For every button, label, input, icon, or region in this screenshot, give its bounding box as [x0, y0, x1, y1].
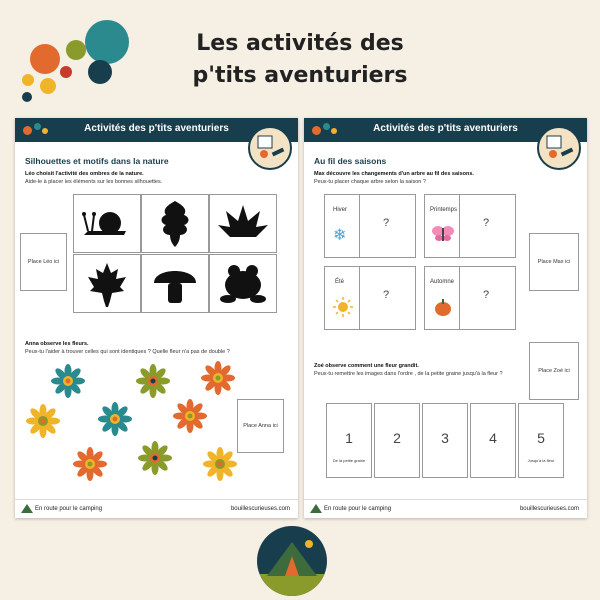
placeholder: ? — [483, 217, 490, 229]
section-title: Silhouettes et motifs dans la nature — [25, 156, 169, 166]
title-line-1: Les activités des — [196, 31, 404, 56]
instruction-bold: Anna observe les fleurs. — [25, 341, 89, 347]
growth-step-card[interactable] — [470, 403, 516, 478]
dot — [22, 92, 32, 102]
footer — [15, 499, 298, 518]
step-number: 4 — [489, 430, 497, 446]
dot — [22, 74, 34, 86]
place-max-slot[interactable] — [529, 233, 579, 291]
season-label: Automne — [430, 279, 455, 285]
dot — [60, 66, 72, 78]
step-number: 2 — [393, 430, 401, 446]
divider — [359, 195, 360, 257]
instruction — [314, 362, 419, 370]
banner-title: Activités des p'tits aventuriers — [373, 123, 518, 134]
instruction — [314, 170, 474, 178]
place-leo-slot[interactable] — [20, 233, 67, 291]
season-card-winter[interactable] — [324, 194, 416, 258]
mushroom-silhouette-icon[interactable] — [141, 254, 209, 313]
place-zoe-slot[interactable] — [529, 342, 579, 400]
season-label: Été — [335, 279, 345, 285]
explorer-badge-icon — [537, 126, 581, 170]
maple-leaf-silhouette-icon[interactable] — [73, 254, 141, 313]
season-card-autumn[interactable] — [424, 266, 516, 330]
pumpkin-icon — [433, 297, 453, 317]
butterfly-icon — [431, 225, 455, 243]
worksheet-page-2 — [304, 118, 587, 518]
season-card-spring[interactable] — [424, 194, 516, 258]
placeholder: ? — [483, 289, 490, 301]
explorer-badge-icon — [248, 126, 292, 170]
place-label: Place Anna ici — [243, 423, 278, 429]
tent-icon — [310, 504, 322, 513]
growth-step-card[interactable] — [374, 403, 420, 478]
footer-left: En route pour le camping — [35, 506, 103, 512]
tent-icon — [21, 504, 33, 513]
divider — [459, 195, 460, 257]
step-number: 1 — [345, 430, 353, 446]
instruction — [25, 340, 89, 348]
place-label: Place Zoé ici — [538, 368, 570, 374]
season-label: Printemps — [430, 207, 458, 213]
footer — [304, 499, 587, 518]
divider — [359, 267, 360, 329]
step-number: 5 — [537, 430, 545, 446]
place-anna-slot[interactable] — [237, 399, 284, 453]
growth-step-card[interactable] — [422, 403, 468, 478]
snowflake-icon: ❄ — [333, 227, 347, 244]
footer-right: bouillescurieuses.com — [519, 506, 579, 512]
growth-step-card[interactable] — [326, 403, 372, 478]
divider — [459, 267, 460, 329]
instruction-text: Peux-tu remettre les images dans l'ordre , de la petite graine jusqu'à la fleur ? — [314, 371, 503, 377]
step-caption: De la petite graine — [332, 458, 366, 463]
place-label: Place Max ici — [537, 259, 571, 265]
flowers-illustration[interactable] — [15, 356, 240, 496]
snail-silhouette-icon[interactable] — [73, 194, 141, 253]
season-label: Hiver — [333, 207, 348, 213]
footer-left: En route pour le camping — [324, 506, 392, 512]
instruction-text: Peux-tu placer chaque arbre selon la saison ? — [314, 179, 426, 185]
footer-right: bouillescurieuses.com — [230, 506, 290, 512]
instruction-text: Peux-tu l'aider à trouver celles qui sont identiques ? Quelle fleur n'a pas de double ? — [25, 349, 230, 355]
instruction-bold: Max découvre les changements d'un arbre au fil des saisons. — [314, 171, 474, 177]
instruction-text: Aide-le à placer les éléments sur les bonnes silhouettes. — [25, 179, 163, 185]
dot — [66, 40, 86, 60]
instruction — [25, 170, 144, 178]
title-line-2: p'tits aventuriers — [192, 63, 408, 88]
placeholder: ? — [383, 289, 390, 301]
step-number: 3 — [441, 430, 449, 446]
dot — [88, 60, 112, 84]
step-caption: Jusqu'à la fleur — [527, 458, 555, 463]
instruction-bold: Léo choisit l'activité des ombres de la nature. — [25, 171, 144, 177]
section-title: Au fil des saisons — [314, 156, 387, 166]
page-title — [150, 28, 450, 92]
sun-icon — [333, 297, 353, 317]
dot — [40, 78, 56, 94]
lotus-flower-silhouette-icon[interactable] — [209, 194, 277, 253]
dot — [85, 20, 129, 64]
oak-leaf-silhouette-icon[interactable] — [141, 194, 209, 253]
season-card-summer[interactable] — [324, 266, 416, 330]
worksheet-page-1 — [15, 118, 298, 518]
dot — [30, 44, 60, 74]
growth-step-card[interactable] — [518, 403, 564, 478]
banner-title: Activités des p'tits aventuriers — [84, 123, 229, 134]
frog-silhouette-icon[interactable] — [209, 254, 277, 313]
placeholder: ? — [383, 217, 390, 229]
place-label: Place Léo ici — [27, 259, 60, 265]
tent-badge-icon — [257, 526, 327, 596]
instruction-bold: Zoé observe comment une fleur grandit. — [314, 363, 419, 369]
